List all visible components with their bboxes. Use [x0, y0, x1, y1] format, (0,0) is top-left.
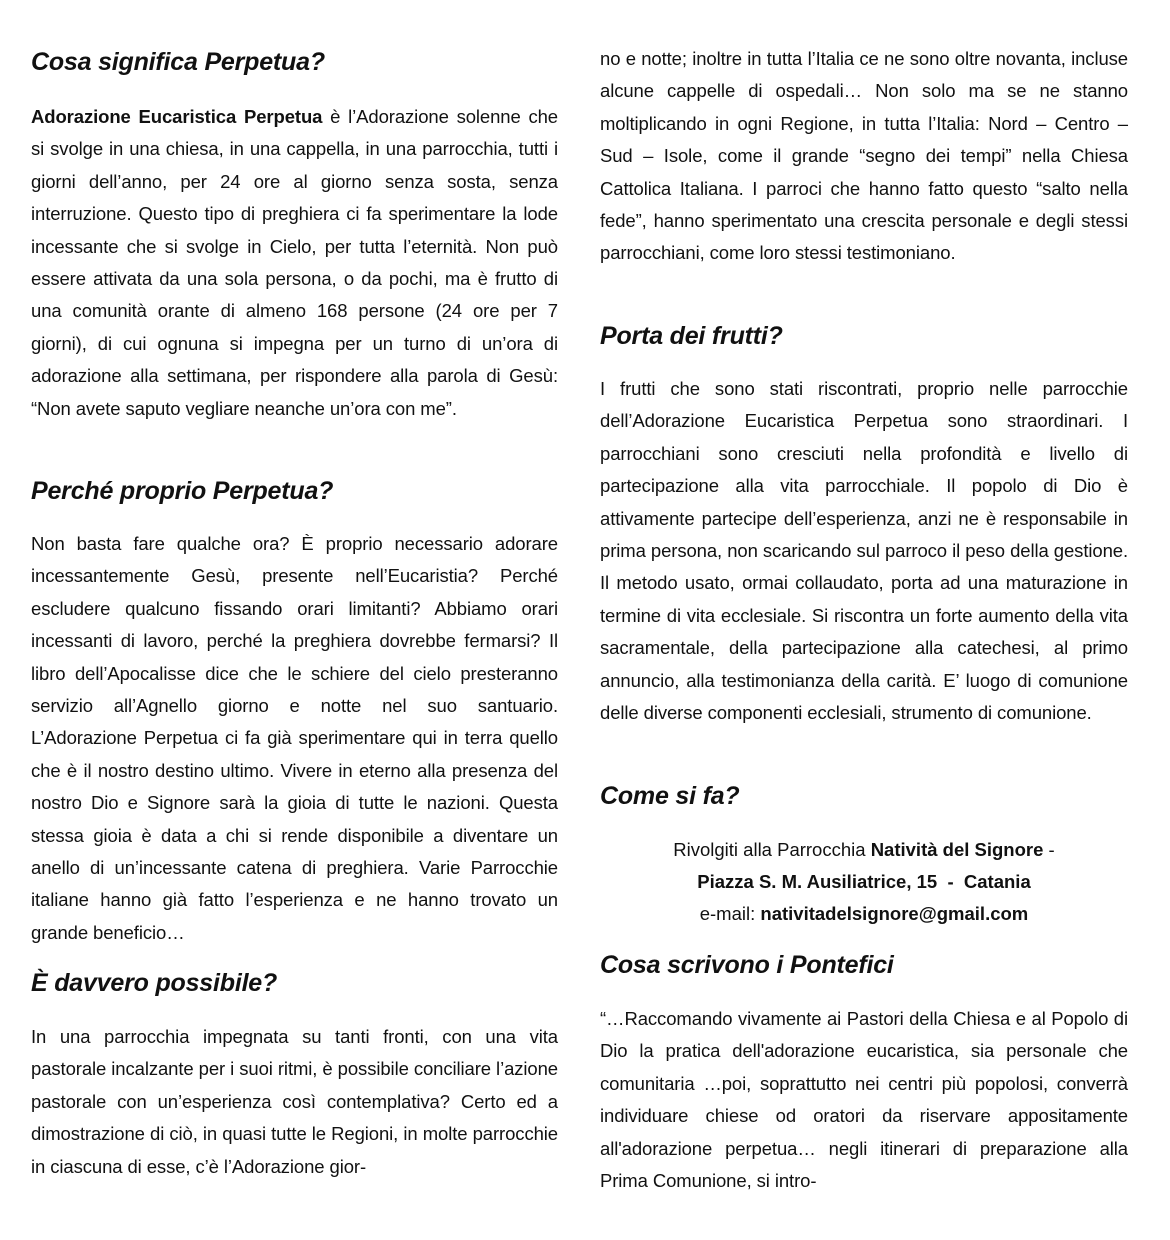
heading-perche-perpetua: Perché proprio Perpetua? — [31, 477, 334, 505]
parish-name: Natività del Signore — [870, 839, 1044, 860]
heading-pontefici: Cosa scrivono i Pontefici — [600, 951, 894, 979]
bold-lead: Adorazione Eucaristica Perpetua — [31, 106, 323, 127]
contact-parish-line — [600, 834, 1128, 866]
contact-suffix: - — [1043, 839, 1055, 860]
paragraph-porta-frutti: I frutti che sono stati riscontrati, proprio nelle parrocchie dell’Adorazione Eucaristica Perpetua sono straordinari. I parrocchiani sono cresciuti nella profondità e livello di partecipazione alla vita parrocchiale. Il popolo di Dio è attivamente partecipe dell’esperienza, anzi ne è responsabile in prima persona, non scaricando sul parroco il peso della gestione. Il metodo usato, ormai collaudato, porta ad una maturazione in termine di vita ecclesiale. Si riscontra un forte aumento della vita sacramentale, della partecipazione alla catechesi, al primo annuncio, alla testimonianza della carità. E’ luogo di comunione delle diverse componenti ecclesiali, strumento di comunione. — [600, 378, 1128, 724]
heading-cosa-significa: Cosa significa Perpetua? — [31, 48, 325, 76]
contact-email-line — [600, 898, 1128, 930]
parish-address: Piazza S. M. Ausiliatrice, 15 - Catania — [697, 871, 1031, 892]
heading-come-si-fa: Come si fa? — [600, 782, 740, 810]
contact-prefix: Rivolgiti alla Parrocchia — [673, 839, 871, 860]
paragraph-text: è l’Adorazione solenne che si svolge in una chiesa, in una cappella, in una parrocchia, tutti i giorni dell’anno, per 24 ore al giorno senza sosta, senza interruzione. Questo tipo di preghiera ci fa sperimentare la lode incessante che si svolge in Cielo, per tutta l’eternità. Non può essere attivata da una sola persona, o da pochi, ma è frutto di una comunità orante di almeno 168 persone (24 ore per 7 giorni), di cui ognuna si impegna per un turno di un’ora di adorazione alla settimana, per rispondere alla parola di Gesù: “Non avete saputo vegliare neanche un’ora con me”. — [31, 106, 558, 419]
heading-porta-frutti: Porta dei frutti? — [600, 322, 783, 350]
contact-block — [600, 834, 1128, 930]
email-address[interactable]: nativitadelsignore@gmail.com — [760, 903, 1029, 924]
paragraph-continuation: no e notte; inoltre in tutta l’Italia ce ne sono oltre novanta, incluse alcune cappelle di ospedali… Non solo ma se ne stanno moltiplicando in ogni Regione, in tutta l’Italia: Nord – Centro – Sud – Isole, come il grande “segno dei tempi” nella Chiesa Cattolica Italiana. I parroci che hanno fatto questo “salto nella fede”, hanno sperimentato una crescita personale e degli stessi parrocchiani, come loro stessi testimoniano. — [600, 48, 1128, 264]
paragraph-cosa-significa — [31, 101, 558, 425]
contact-address-line — [600, 866, 1128, 898]
paragraph-perche-perpetua: Non basta fare qualche ora? È proprio necessario adorare incessantemente Gesù, presente nell’Eucaristia? Perché escludere qualcuno fissando orari limitanti? Abbiamo orari incessanti di lavoro, perché la preghiera dovrebbe fermarsi? Il libro dell’Apocalisse dice che le schiere del cielo presteranno servizio all’Agnello giorno e notte nel suo santuario. L’Adorazione Perpetua ci fa già sperimentare qui in terra quello che è il nostro destino ultimo. Vivere in eterno alla presenza del nostro Dio e Signore sarà la gioia di tutte le nazioni. Questa stessa gioia è data a chi si rende disponibile a diventare un anello di un’incessante catena di preghiera. Varie Parrocchie italiane hanno già fatto l’esperienza e ne hanno trovato un grande beneficio… — [31, 533, 558, 943]
email-label: e-mail: — [699, 903, 761, 924]
heading-davvero-possibile: È davvero possibile? — [31, 969, 278, 997]
paragraph-davvero-possibile: In una parrocchia impegnata su tanti fronti, con una vita pastorale incalzante per i suoi ritmi, è possibile conciliare l’azione pastorale con un’esperienza così contemplativa? Certo ed a dimostrazione di ciò, in quasi tutte le Regioni, in molte parrocchie in ciascuna di esse, c’è l’Adorazione gior- — [31, 1026, 558, 1177]
paragraph-pontefici: “…Raccomando vivamente ai Pastori della Chiesa e al Popolo di Dio la pratica dell'adorazione eucaristica, sia personale che comunitaria …poi, soprattutto nei centri più popolosi, converrà individuare chiese od oratori da riservare appositamente all'adorazione perpetua… negli itinerari di preparazione alla Prima Comunione, si intro- — [600, 1008, 1128, 1192]
